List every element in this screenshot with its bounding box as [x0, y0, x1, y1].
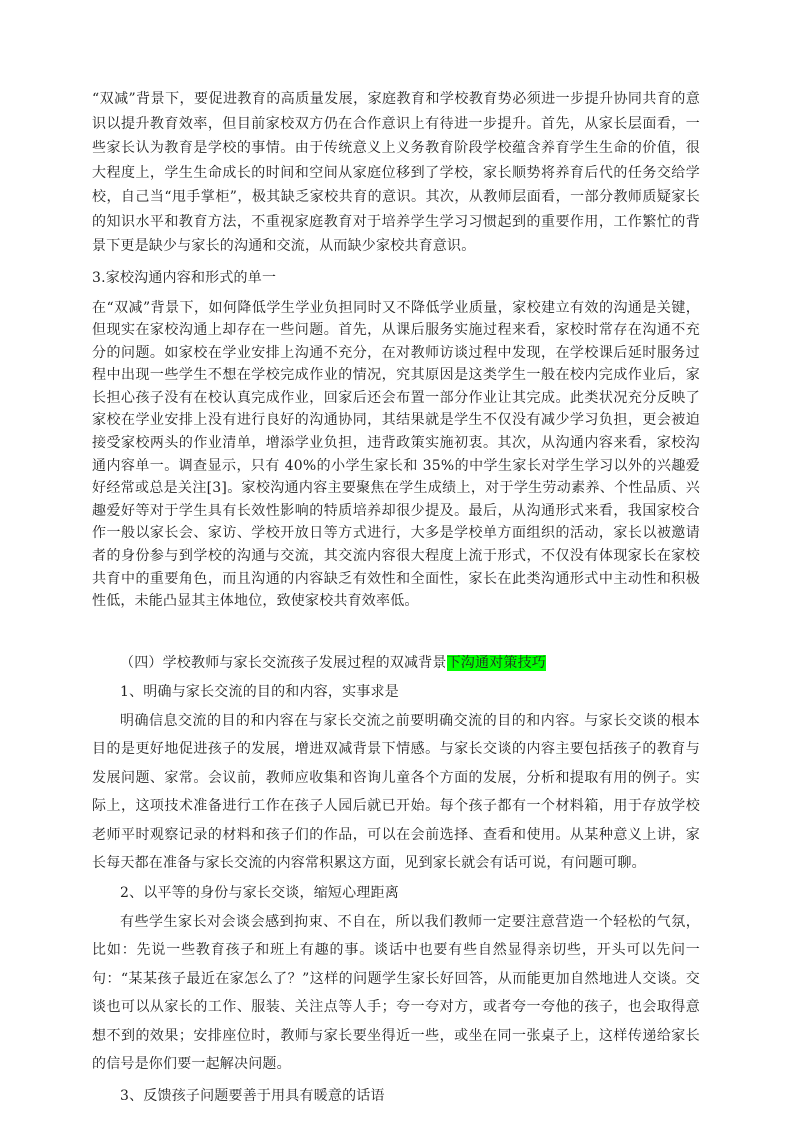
paragraph-communication-issues: 在“双减”背景下，如何降低学生学业负担同时又不降低学业质量，家校建立有效的沟通是关键，但现实在家校沟通上却存在一些问题。首先，从课后服务实施过程来看，家校时常存在沟通不充分的问题。如家校在学业安排上沟通不充分，在对教师访谈过程中发现，在学校课后延时服务过程中出现一些学生不想在学校完成作业的情况，究其原因是这类学生一般在校内完成作业后，家长担心孩子没有在校认真完成作业，回家后还会布置一部分作业让其完成。此类状况充分反映了家校在学业安排上没有进行良好的沟通协同，其结果就是学生不仅没有减少学习负担，更会被迫接受家校两头的作业清单，增添学业负担，违背政策实施初衷。其次，从沟通内容来看，家校沟通内容单一。调查显示，只有 40%的小学生家长和 35%的中学生家长对学生学习以外的兴趣爱好经常或总是关注[3]。家校沟通内容主要聚焦在学生成绩上，对于学生劳动素养、个性品质、兴趣爱好等对于学生具有长效性影响的特质培养却很少提及。最后，从沟通形式来看，我国家校合作一般以家长会、家访、学校开放日等方式进行，大多是学校单方面组织的活动，家长以被邀请者的身份参与到学校的沟通与交流，其交流内容很大程度上流于形式，不仅没有体现家长在家校共育中的重要角色，而且沟通的内容缺乏有效性和全面性，家长在此类沟通形式中主动性和积极性低，未能凸显其主体地位，致使家校共育效率低。	[92, 299, 700, 610]
subheading-2: 2、以平等的身份与家长交谈，缩短心理距离	[120, 884, 399, 901]
highlighted-text: 下沟通对策技巧	[446, 654, 547, 671]
subheading-3: 3、反馈孩子问题要善于用具有暖意的话语	[120, 1087, 385, 1104]
subheading-1: 1、明确与家长交流的目的和内容，实事求是	[120, 683, 399, 700]
paragraph-equal-status: 有些学生家长对会谈会感到拘束、不自在，所以我们教师一定要注意营造一个轻松的气氛，比如：先说一些教育孩子和班上有趣的事。谈话中也要有些自然显得亲切些，开头可以先问一句：“某某孩子最近在家怎么了？”这样的问题学生家长好回答，从而能更加自然地进人交谈。交谈也可以从家长的工作、服装、关注点等人手；夸一夸对方，或者夸一夸他的孩子，也会取得意想不到的效果；安排座位时，教师与家长要坐得近一些，或坐在同一张桌子上，这样传递给家长的信号是你们要一起解决问题。	[92, 913, 700, 1073]
section-heading-3: 3.家校沟通内容和形式的单一	[92, 269, 277, 286]
paragraph-goal-content: 明确信息交流的目的和内容在与家长交流之前要明确交流的目的和内容。与家长交谈的根本目的是更好地促进孩子的发展，增进双减背景下情感。与家长交谈的内容主要包括孩子的教育与发展问题、家常。会议前，教师应收集和咨询儿童各个方面的发展，分析和提取有用的例子。实际上，这项技术准备进行工作在孩子人园后就已开始。每个孩子都有一个材料箱，用于存放学校老师平时观察记录的材料和孩子们的作品，可以在会前选择、查看和使用。从某种意义上讲，家长每天都在准备与家长交流的内容常积累这方面，见到家长就会有话可说，有问题可聊。	[92, 712, 700, 872]
document-page	[92, 87, 700, 1111]
heading-4-text: （四）学校教师与家长交流孩子发展过程的双减背景	[120, 654, 447, 671]
paragraph-parent-awareness: “双减”背景下，要促进教育的高质量发展，家庭教育和学校教育势必须进一步提升协同共育的意识以提升教育效率，但目前家校双方仍在合作意识上有待进一步提升。首先，从家长层面看，一些家长认为教育是学校的事情。由于传统意义上义务教育阶段学校蕴含养育学生生命的价值，很大程度上，学生生命成长的时间和空间从家庭位移到了学校，家长顺势将养育后代的任务交给学校，自己当“甩手掌柜”，极其缺乏家校共育的意识。其次，从教师层面看，一部分教师质疑家长的知识水平和教育方法，不重视家庭教育对于培养学生学习习惯起到的重要作用，工作繁忙的背景下更是缺少与家长的沟通和交流，从而缺少家校共育意识。	[92, 91, 700, 254]
section-heading-4	[92, 649, 700, 677]
